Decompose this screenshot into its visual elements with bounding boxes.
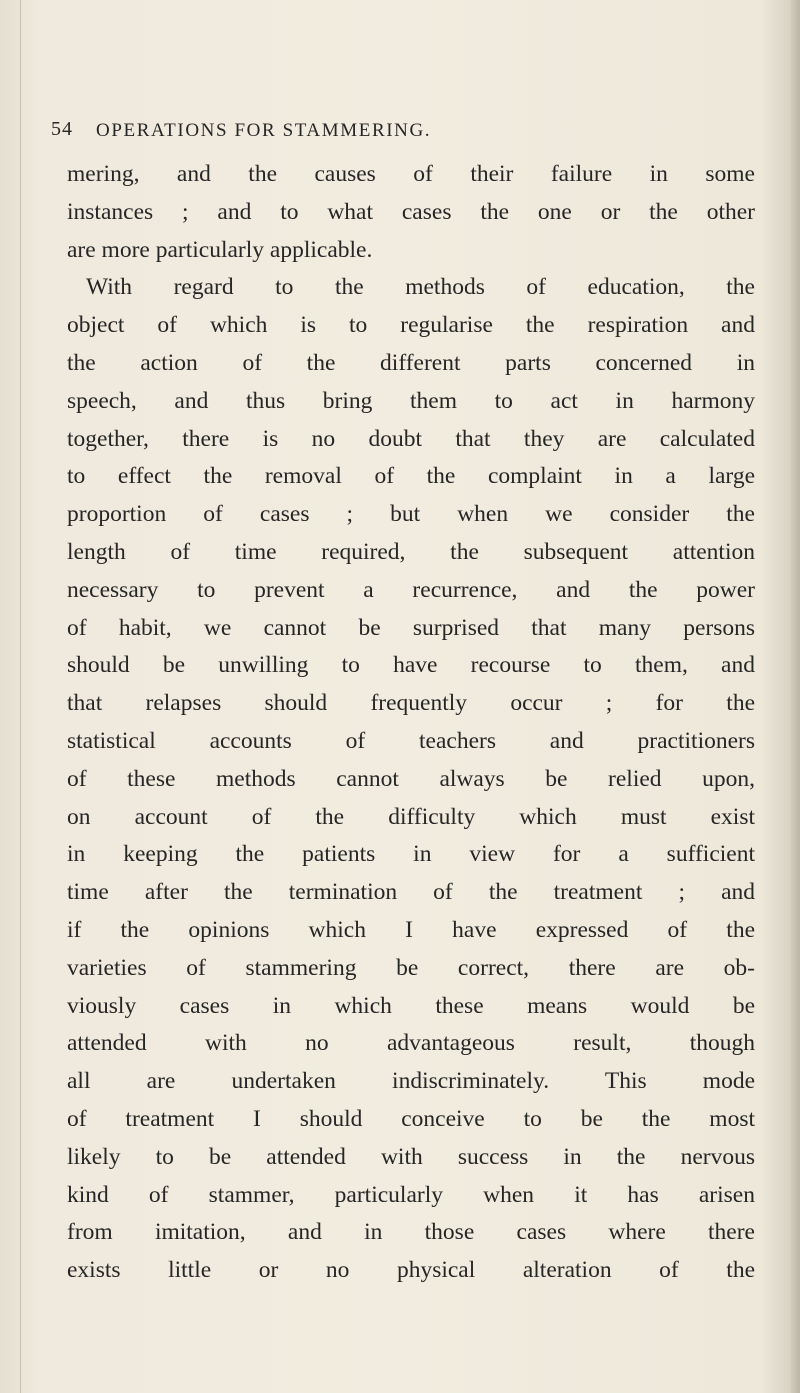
text-line: of treatment I should conceive to be the most (67, 1105, 755, 1132)
text-line: all are undertaken indiscriminately. This mode (67, 1068, 755, 1095)
text-line: length of time required, the subsequent attention (67, 538, 755, 565)
body-text (67, 156, 755, 1290)
text-line: from imitation, and in those cases where there (67, 1219, 755, 1246)
text-line: of these methods cannot always be relied upon, (67, 765, 755, 792)
text-line: speech, and thus bring them to act in harmony (67, 387, 755, 414)
text-line: if the opinions which I have expressed of the (67, 916, 755, 943)
text-line: in keeping the patients in view for a sufficient (67, 841, 755, 868)
text-line: attended with no advantageous result, though (67, 1030, 755, 1057)
text-line: kind of stammer, particularly when it has arisen (67, 1181, 755, 1208)
text-line: With regard to the methods of education, the (86, 274, 755, 301)
text-line: should be unwilling to have recourse to them, and (67, 652, 755, 679)
text-line: instances ; and to what cases the one or the other (67, 198, 755, 225)
text-line: likely to be attended with success in the nervous (67, 1143, 755, 1170)
text-line: to effect the removal of the complaint in a large (67, 463, 755, 490)
text-line: on account of the difficulty which must exist (67, 803, 755, 830)
text-line: are more particularly applicable. (67, 236, 373, 263)
text-line: exists little or no physical alteration of the (67, 1257, 755, 1284)
page-edge-shadow (791, 0, 800, 1393)
text-line: statistical accounts of teachers and practitioners (67, 727, 755, 754)
text-line: varieties of stammering be correct, there are ob- (67, 954, 755, 981)
page-number: 54 (51, 118, 73, 140)
text-line: mering, and the causes of their failure in some (67, 161, 755, 187)
text-line: together, there is no doubt that they are calculated (67, 425, 755, 452)
running-head: OPERATIONS FOR STAMMERING. (96, 120, 432, 141)
text-line: of habit, we cannot be surprised that many persons (67, 614, 755, 641)
text-line: viously cases in which these means would be (67, 992, 755, 1019)
text-line: object of which is to regularise the respiration and (67, 312, 755, 339)
text-line: the action of the different parts concerned in (67, 349, 755, 376)
text-line: that relapses should frequently occur ; for the (67, 690, 755, 717)
page-gutter-line (20, 0, 21, 1393)
text-line: proportion of cases ; but when we consider the (67, 501, 755, 528)
text-line: time after the termination of the treatment ; and (67, 879, 755, 906)
text-line: necessary to prevent a recurrence, and the power (67, 576, 755, 603)
